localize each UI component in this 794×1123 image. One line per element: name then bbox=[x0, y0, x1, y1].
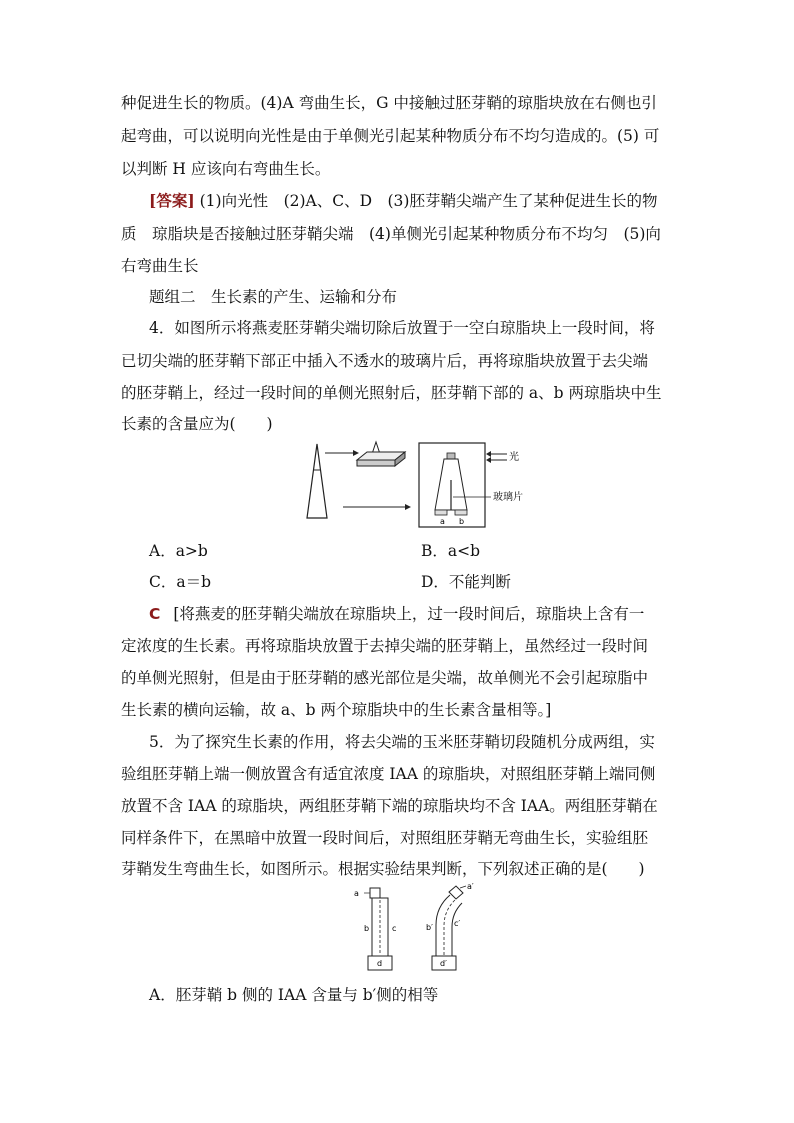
solution-line: 生长素的横向运输，故 a、b 两个琼脂块中的生长素含量相等。] bbox=[121, 701, 552, 719]
coleoptile-cone bbox=[307, 444, 327, 518]
q5-line: 放置不含 IAA 的琼脂块，两组胚芽鞘下端的琼脂块均不含 IAA。两组胚芽鞘在 bbox=[121, 797, 658, 815]
arrow-icon bbox=[353, 450, 359, 456]
q4-line: 的胚芽鞘上，经过一段时间的单侧光照射后，胚芽鞘下部的 a、b 两琼脂块中生 bbox=[121, 384, 662, 402]
option-d[interactable]: D．不能判断 bbox=[421, 573, 511, 591]
solution-line: 的单侧光照射，但是由于胚芽鞘的感光部位是尖端，故单侧光不会引起琼脂中 bbox=[121, 669, 649, 687]
text-line: 以判断 H 应该向右弯曲生长。 bbox=[121, 160, 331, 178]
label-a: a bbox=[354, 889, 359, 898]
solution-line: 定浓度的生长素。再将琼脂块放置于去掉尖端的胚芽鞘上，虽然经过一段时间 bbox=[121, 637, 649, 655]
option-b[interactable]: B．a<b bbox=[421, 542, 481, 560]
answer-line: 质 琼脂块是否接触过胚芽鞘尖端 (4)单侧光引起某种物质分布不均匀 (5)向 bbox=[121, 225, 661, 243]
block-b bbox=[455, 510, 467, 515]
solution-text: [将燕麦的胚芽鞘尖端放在琼脂块上，过一段时间后，琼脂块上含有一 bbox=[173, 605, 645, 623]
glass-label: 玻璃片 bbox=[493, 492, 523, 503]
light-arrow-icon bbox=[486, 451, 491, 457]
q4-figure bbox=[295, 440, 545, 530]
solution-line bbox=[149, 604, 644, 624]
block-b-label: b bbox=[459, 517, 465, 526]
q5-line: 同样条件下，在黑暗中放置一段时间后，对照组胚芽鞘无弯曲生长，实验组胚 bbox=[121, 829, 649, 847]
label-c-prime: c′ bbox=[454, 919, 461, 928]
q5-line: 验组胚芽鞘上端一侧放置含有适宜浓度 IAA 的琼脂块，对照组胚芽鞘上端同侧 bbox=[121, 765, 656, 783]
solution-letter: C bbox=[149, 605, 161, 623]
q4-line: 长素的含量应为( ) bbox=[121, 415, 273, 433]
text-line: 起弯曲，可以说明向光性是由于单侧光引起某种物质分布不均匀造成的。(5) 可 bbox=[121, 127, 660, 145]
option-a[interactable]: A．a>b bbox=[149, 542, 208, 560]
light-label: 光 bbox=[509, 452, 519, 463]
q4-line: 4．如图所示将燕麦胚芽鞘尖端切除后放置于一空白琼脂块上一段时间，将 bbox=[149, 319, 655, 337]
label-d-prime: d′ bbox=[440, 959, 447, 968]
label-c: c bbox=[392, 924, 397, 933]
label-a-prime: a′ bbox=[467, 883, 474, 891]
section-title: 题组二 生长素的产生、运输和分布 bbox=[149, 288, 398, 306]
answer-line: 右弯曲生长 bbox=[121, 257, 199, 275]
block-a bbox=[435, 510, 447, 515]
q5-figure bbox=[350, 883, 480, 975]
block-a-label: a bbox=[440, 517, 445, 526]
answer-label: [答案] bbox=[149, 191, 195, 210]
label-b-prime: b′ bbox=[426, 923, 433, 932]
q5-line: 芽鞘发生弯曲生长，如图所示。根据实验结果判断，下列叙述正确的是( ) bbox=[121, 860, 645, 878]
q5-option-a[interactable]: A．胚芽鞘 b 侧的 IAA 含量与 b′侧的相等 bbox=[149, 986, 439, 1004]
text-line: 种促进生长的物质。(4)A 弯曲生长，G 中接触过胚芽鞘的琼脂块放在右侧也引 bbox=[121, 94, 657, 112]
arrow-icon bbox=[405, 504, 411, 510]
q5-line: 5．为了探究生长素的作用，将去尖端的玉米胚芽鞘切段随机分成两组，实 bbox=[149, 733, 655, 751]
label-d: d bbox=[377, 959, 383, 968]
label-b: b bbox=[364, 924, 370, 933]
answer-text: (1)向光性 (2)A、C、D (3)胚芽鞘尖端产生了某种促进生长的物 bbox=[199, 192, 658, 210]
q4-line: 已切尖端的胚芽鞘下部正中插入不透水的玻璃片后，再将琼脂块放置于去尖端 bbox=[121, 352, 649, 370]
option-c[interactable]: C．a＝b bbox=[149, 573, 212, 591]
agar-a bbox=[370, 888, 380, 898]
answer-line bbox=[149, 191, 657, 211]
